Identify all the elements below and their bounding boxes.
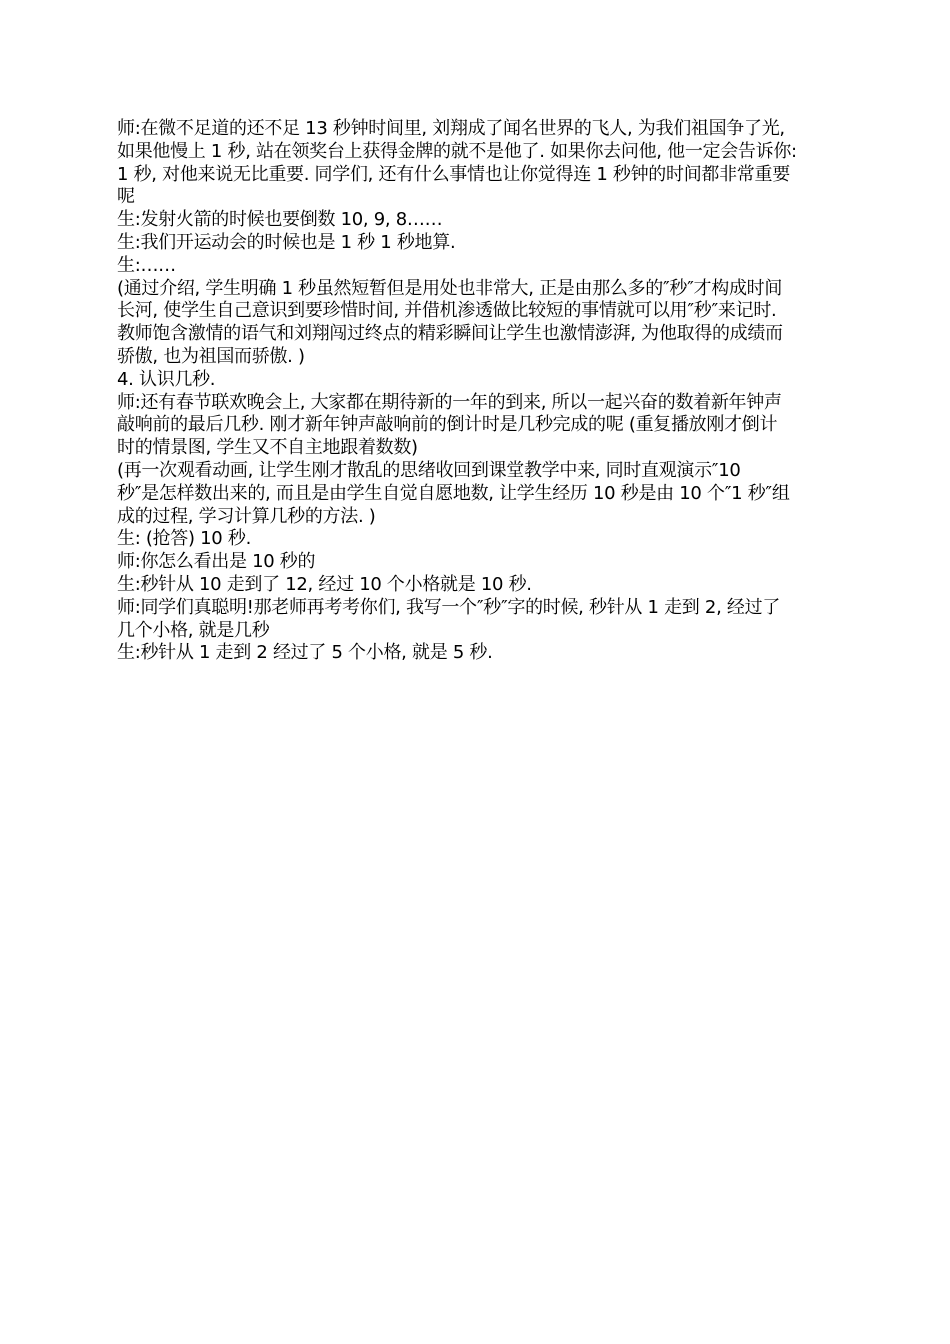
text-line: 师:同学们真聪明!那老师再考考你们, 我写一个″秒″字的时候, 秒针从 1 走到 2, 经过了: [117, 596, 781, 618]
text-line: 秒″是怎样数出来的, 而且是由学生自觉自愿地数, 让学生经历 10 秒是由 10 个″1 秒″组: [117, 482, 790, 504]
text-line: 几个小格, 就是几秒: [117, 619, 270, 641]
document-body: [117, 118, 837, 665]
text-line: 敲响前的最后几秒. 刚才新年钟声敲响前的倒计时是几秒完成的呢 (重复播放刚才倒计: [117, 414, 778, 436]
text-line: 长河, 使学生自己意识到要珍惜时间, 并借机渗透做比较短的事情就可以用″秒″来记时.: [117, 300, 777, 322]
text-line: 教师饱含激情的语气和刘翔闯过终点的精彩瞬间让学生也激情澎湃, 为他取得的成绩而: [117, 323, 783, 345]
text-line: 时的情景图, 学生又不自主地跟着数数): [117, 437, 418, 459]
text-line: 成的过程, 学习计算几秒的方法. ): [117, 505, 376, 527]
text-line: (通过介绍, 学生明确 1 秒虽然短暂但是用处也非常大, 正是由那么多的″秒″才构成时间: [117, 277, 783, 299]
text-line: 师:你怎么看出是 10 秒的: [117, 551, 316, 573]
text-line: 骄傲, 也为祖国而骄傲. ): [117, 345, 305, 367]
text-line: 1 秒, 对他来说无比重要. 同学们, 还有什么事情也让你觉得连 1 秒钟的时间都非常重要: [117, 163, 790, 185]
text-line: 生:……: [117, 254, 176, 276]
text-line: 如果他慢上 1 秒, 站在领奖台上获得金牌的就不是他了. 如果你去问他, 他一定会告诉你:: [117, 140, 797, 162]
text-line: 生:我们开运动会的时候也是 1 秒 1 秒地算.: [117, 231, 456, 253]
text-line: 生:秒针从 10 走到了 12, 经过 10 个小格就是 10 秒.: [117, 573, 532, 595]
text-line: 师:在微不足道的还不足 13 秒钟时间里, 刘翔成了闻名世界的飞人, 为我们祖国争了光,: [117, 118, 785, 139]
text-line: 师:还有春节联欢晚会上, 大家都在期待新的一年的到来, 所以一起兴奋的数着新年钟声: [117, 391, 782, 413]
text-line: 呢: [117, 186, 135, 208]
text-line: 生: (抢答) 10 秒.: [117, 528, 252, 550]
text-line: 生:发射火箭的时候也要倒数 10, 9, 8……: [117, 209, 443, 231]
text-line: (再一次观看动画, 让学生刚才散乱的思绪收回到课堂教学中来, 同时直观演示″10: [117, 459, 741, 481]
text-line: 生:秒针从 1 走到 2 经过了 5 个小格, 就是 5 秒.: [117, 642, 493, 664]
section-heading: 4. 认识几秒.: [117, 368, 216, 390]
